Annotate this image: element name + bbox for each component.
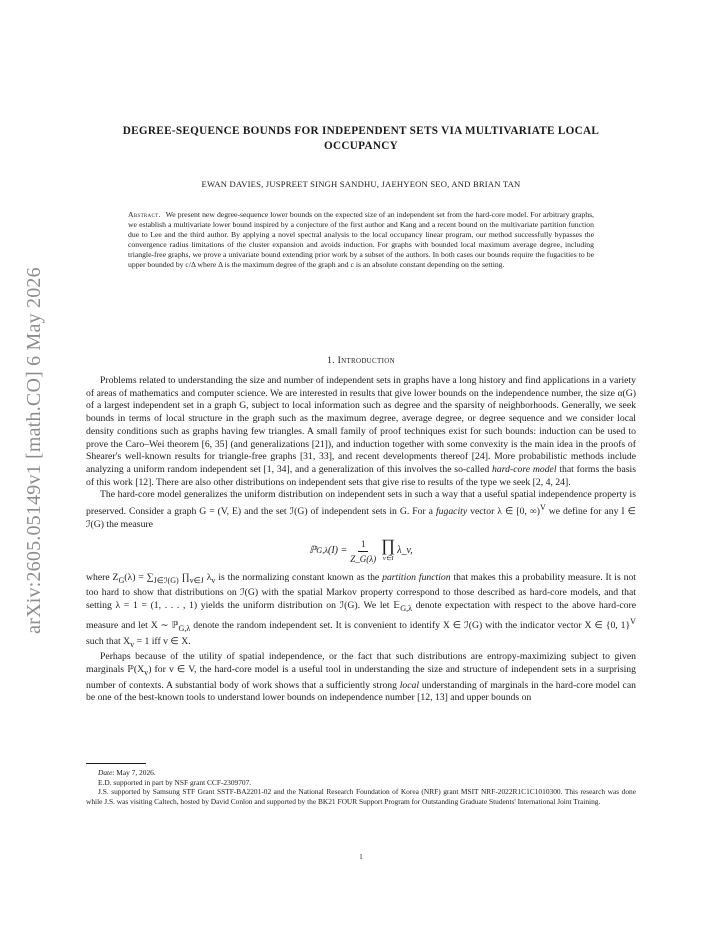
paper-title: DEGREE-SEQUENCE BOUNDS FOR INDEPENDENT SETS VIA MULTIVARIATE LOCAL OCCUPANCY (122, 125, 600, 152)
footnote-js: J.S. supported by Samsung STF Grant SSTF-BA2201-02 and the National Research Foundation of Korea (NRF) grant MSIT NRF-2022R1C1C1010300. This research was done while J.S. was visiting Caltech, hosted by David Conlon and supported by the BK21 FOUR Support Program for Outstanding Graduate Students' International Joint Training. (86, 787, 636, 806)
arxiv-identifier-text: arXiv:2605.05149v1 [math.CO] 6 May 2026 (22, 266, 45, 634)
section-heading: 1. Introduction (327, 355, 395, 366)
footnote-divider (86, 763, 146, 764)
abstract (128, 210, 594, 269)
footnote-date: Date: May 7, 2026. (98, 768, 156, 777)
section-body (86, 375, 636, 705)
page-number: 1 (359, 852, 363, 861)
abstract-text: We present new degree-sequence lower bounds on the expected size of an independent set from the hard-core model. For arbitrary graphs, we establish a multivariate lower bound inspired by a conjecture of the first author and Kang and a recent bound on the multivariate partition function due to Lee and the third author. By applying a novel spectral analysis to the local occupancy linear program, our method successfully bypasses the convergence radius limitations of the cluster expansion and avoids induction. For graphs with bounded local maximum average degree, including triangle-free graphs, we prove a univariate bound extending prior work by a subset of the authors. In both cases our bounds require the fugacities to be upper bounded by c/Δ where Δ is the maximum degree of the graph and c is an absolute constant depending on the setting. (128, 210, 594, 269)
hard-core-measure-formula: ℙ G,λ (I) = $\frac{1}{Z\_G(\lambda)}$ ∏ v∈I λ_v, (309, 535, 413, 564)
paragraph-2: The hard-core model generalizes the uniform distribution on independent sets in such a way that a useful spatial independence property is preserved. Consider a graph G = (V, E) and the set ℐ(G) of independent sets in G. For a fugacity vector λ ∈ [0, ∞)$^V$ we define for any I ∈ ℐ(G) the measure (86, 489, 637, 530)
product-symbol: ∏ v∈I (381, 535, 396, 562)
formula-fraction: $\frac{1}{Z\_G(\lambda)}$ (350, 538, 377, 564)
paragraph-4: Perhaps because of the utility of spatial independence, or the fact that such distributions are entropy-maximizing subject to given marginals $ℙ(X_v)$ for v ∈ V, the hard-core model is a useful tool in understanding the size and structure of independent sets in a surprising number of contexts. A substantial body of work shows that a sufficiently strong local understanding of marginals in the hard-core model can be one of the best-known tools to understand lower bounds on independence number [12, 13] and upper bounds on (86, 651, 637, 704)
abstract-label: Abstract. (128, 210, 161, 219)
paper-authors: EWAN DAVIES, JUSPREET SINGH SANDHU, JAEHYEON SEO, AND BRIAN TAN (201, 179, 521, 189)
arxiv-identifier (20, 230, 48, 670)
footnotes (86, 768, 636, 806)
paragraph-3: where $Z_G(\lambda) = \sum_{J\in ℐ(G)}$ $\prod_{v\in J}$ $\lambda_v$ is the normalizing constant known as the partition function that makes this a probability measure. It is not too hard to show that distributions on ℐ(G) with the spatial Markov property correspond to those described as hard-core models, and that setting λ = 1 = (1, . . . , 1) yields the uniform distribution on ℐ(G). We let 𝔼$_{G,\lambda}$ denote expectation with respect to the above hard-core measure and let X ∼ ℙ$_{G,\lambda}$ denote the random independent set. It is convenient to identify X ∈ ℐ(G) with the indicator vector X ∈ {0, 1}$^V$ such that $X_v = 1$ iff v ∈ X. (86, 571, 636, 649)
footnote-ed: E.D. supported in part by NSF grant CCF-2309707. (98, 777, 252, 787)
paragraph-1: Problems related to understanding the size and number of independent sets in graphs have a long history and find applications in a variety of areas of mathematics and computer science. We are interested in results that give lower bounds on the independence number, the size α(G) of a largest independent set in a graph G, subject to local information such as degree and the sparsity of neighborhoods. Generally, we seek bounds in terms of local structure in the graph such as the maximum degree, average degree, or degree sequence and we consider local density conditions such as graphs having few triangles. A small family of proof techniques exist for such bounds: induction can be used to prove the Caro–Wei theorem [6, 35] (and generalizations [21]), and induction together with some convexity is the main idea in the proofs of Shearer's well-known results for triangle-free graphs [31, 33], and recent developments thereof [24]. More probabilistic methods include analyzing a uniform random independent set [1, 34], and a generalization of this involves the so-called hard-core model that forms the basis of this work [12]. There are also other distributions on independent sets that give rise to results of the type we seek [2, 4, 24]. (86, 375, 636, 488)
